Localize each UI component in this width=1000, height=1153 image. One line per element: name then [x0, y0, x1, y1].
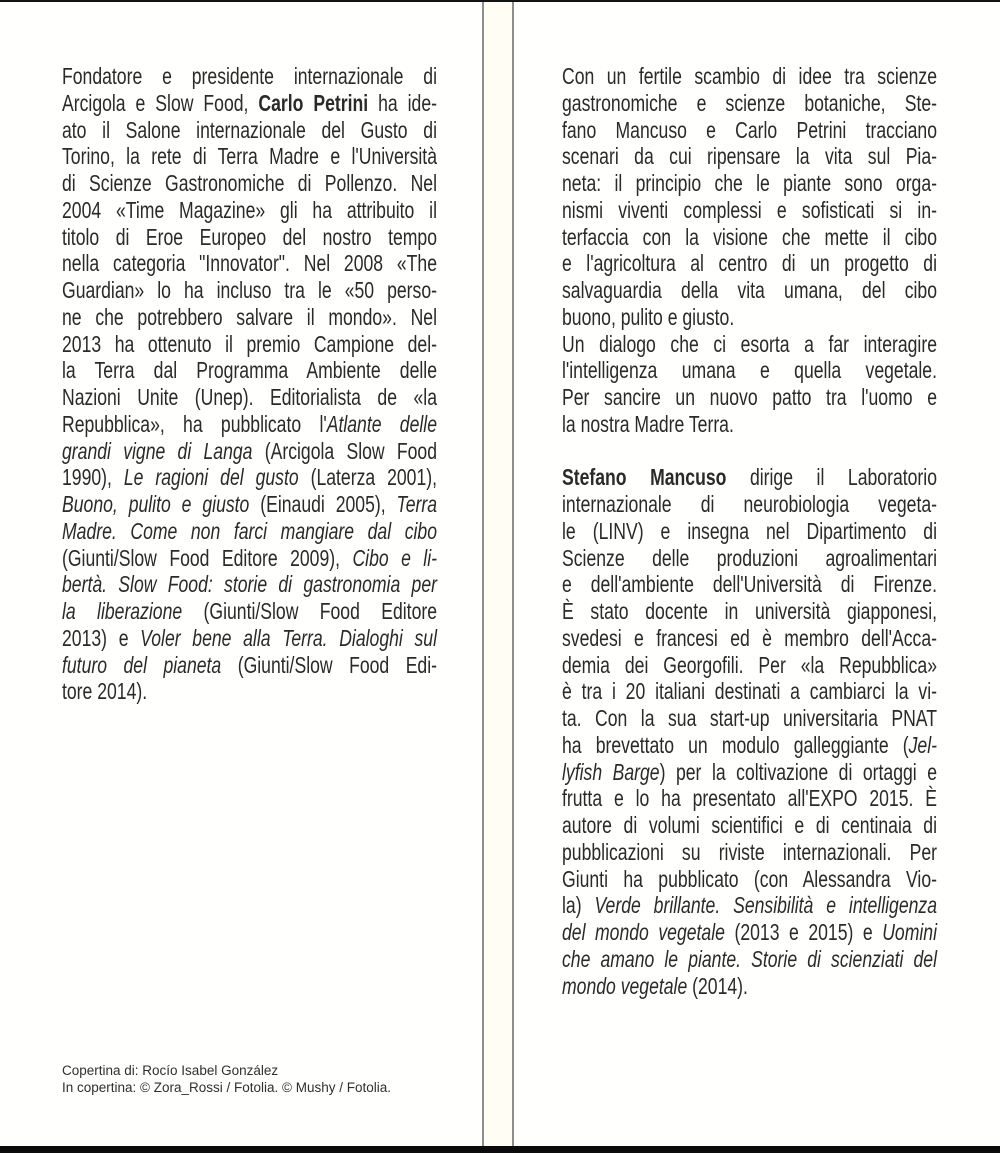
- body-text: buono, pulito e giusto.: [562, 303, 735, 330]
- text-line: [562, 277, 937, 304]
- text-line: [62, 143, 437, 170]
- text-line: [562, 411, 937, 438]
- body-text: pubblicazioni su riviste internazionali. Per: [562, 838, 937, 865]
- text-line: [562, 63, 937, 90]
- text-line: [62, 197, 437, 224]
- italic-title-text: del mondo vegetale: [562, 919, 725, 945]
- text-line: [562, 250, 937, 277]
- text-line: [562, 170, 937, 197]
- italic-title-text: Uomini: [882, 919, 937, 945]
- body-text: Arcigola e Slow Food,: [62, 89, 259, 116]
- text-line: [562, 518, 937, 545]
- body-text: la nostra Madre Terra.: [562, 410, 734, 437]
- text-line: [562, 759, 937, 786]
- body-text: fano Mancuso e Carlo Petrini tracciano: [562, 116, 937, 143]
- text-line: [62, 571, 437, 598]
- text-line: [62, 678, 437, 705]
- body-text: (Arcigola Slow Food: [252, 437, 437, 464]
- body-text: 1990),: [62, 464, 124, 491]
- body-text: è tra i 20 italiani destinati a cambiarci la vi-: [562, 678, 937, 705]
- fold-line-right: [512, 2, 514, 1146]
- body-text: Guardian» lo ha incluso tra le «50 perso-: [62, 277, 437, 303]
- text-line: [562, 143, 937, 170]
- text-line: [562, 732, 937, 759]
- italic-title-text: Jel-: [908, 731, 937, 758]
- text-line: [62, 304, 437, 331]
- text-line: [62, 170, 437, 197]
- text-line: [562, 304, 937, 331]
- body-text: Torino, la rete di Terra Madre e l'Università: [62, 143, 437, 170]
- body-text: ha ide-: [368, 89, 437, 116]
- text-line: [62, 598, 437, 625]
- text-line: [562, 598, 937, 625]
- body-text: di Scienze Gastronomiche di Pollenzo. Nel: [62, 170, 437, 196]
- italic-title-text: Terra: [396, 491, 437, 517]
- body-text: internazionale di neurobiologia vegeta-: [562, 491, 937, 517]
- italic-title-text: mondo vegetale: [562, 972, 688, 999]
- italic-title-text: Atlante delle: [326, 410, 438, 437]
- text-line: [62, 652, 437, 679]
- cover-credit-line: Copertina di: Rocío Isabel González: [62, 1063, 279, 1078]
- italic-title-text: Buono, pulito e giusto: [62, 491, 250, 517]
- body-text: Con un fertile scambio di idee tra scienze: [562, 63, 937, 89]
- body-text: Giunti ha pubblicato (con Alessandra Vio-: [562, 865, 937, 892]
- bold-text: Carlo Petrini: [258, 89, 369, 116]
- body-text: frutta e lo ha presentato all'EXPO 2015. È: [562, 785, 937, 812]
- photo-credit-line: In copertina: © Zora_Rossi / Fotolia. © Mushy / Fotolia.: [62, 1079, 392, 1095]
- body-text: Per sancire un nuovo patto tra l'uomo e: [562, 384, 937, 410]
- body-text: (Laterza 2001),: [298, 464, 438, 491]
- text-line: [62, 464, 437, 491]
- text-line: [562, 384, 937, 411]
- front-flap-author-bio: [62, 63, 437, 705]
- body-text: le (LINV) e insegna nel Dipartimento di: [562, 517, 937, 544]
- body-text: e dell'ambiente dell'Università di Firenze.: [562, 571, 937, 598]
- body-text: (Giunti/Slow Food Editore: [182, 598, 438, 624]
- body-text: salvaguardia della vita umana, del cibo: [562, 277, 937, 303]
- body-text: Nazioni Unite (Unep). Editorialista de «la: [62, 384, 437, 410]
- body-text: titolo di Eroe Europeo del nostro tempo: [62, 223, 437, 250]
- text-line: [562, 678, 937, 705]
- body-text: autore di volumi scientifici e di centinaia di: [562, 812, 937, 838]
- body-text: nismi viventi complessi e sofisticati si in-: [562, 196, 937, 223]
- body-text: Fondatore e presidente internazionale di: [62, 63, 437, 89]
- text-line: [562, 224, 937, 251]
- italic-title-text: Le ragioni del gusto: [123, 464, 299, 491]
- text-line: [62, 331, 437, 358]
- body-text: terfaccia con la visione che mette il cibo: [562, 223, 937, 250]
- text-line: [562, 117, 937, 144]
- text-line: [562, 464, 937, 491]
- body-text: ato il Salone internazionale del Gusto di: [62, 116, 437, 143]
- body-text: svedesi e francesi ed è membro dell'Acca-: [562, 624, 937, 651]
- body-text: 2004 «Time Magazine» gli ha attribuito il: [62, 196, 437, 223]
- text-line: [62, 250, 437, 277]
- body-text: gastronomiche e scienze botaniche, Ste-: [562, 89, 937, 116]
- text-line: [62, 491, 437, 518]
- text-line: [562, 866, 937, 893]
- text-line: [562, 839, 937, 866]
- fold-line-left: [482, 2, 484, 1146]
- text-line: [562, 90, 937, 117]
- text-line: [562, 571, 937, 598]
- body-text: (2013 e 2015) e: [724, 919, 883, 945]
- body-text: e l'agricoltura al centro di un progetto di: [562, 250, 937, 277]
- text-line: [562, 705, 937, 732]
- body-text: demia dei Georgofili. Per «la Repubblica»: [562, 651, 937, 678]
- text-line: [62, 438, 437, 465]
- body-text: neta: il principio che le piante sono orga-: [562, 170, 937, 196]
- jacket-fold-gutter: [484, 2, 512, 1146]
- italic-title-text: Verde brillante. Sensibilità e intelligenza: [594, 892, 937, 919]
- italic-title-text: grandi vigne di Langa: [62, 437, 253, 464]
- body-text: 2013 ha ottenuto il premio Campione del-: [62, 330, 437, 357]
- body-text: (Giunti/Slow Food Edi-: [221, 651, 438, 678]
- text-line: [62, 357, 437, 384]
- italic-title-text: che amano le piante. Storie di scienziati del: [562, 945, 937, 972]
- body-text: Scienze delle produzioni agroalimentari: [562, 544, 937, 571]
- body-text: nella categoria "Innovator". Nel 2008 «The: [62, 250, 437, 277]
- text-line: [562, 357, 937, 384]
- body-text: ) per la coltivazione di ortaggi e: [659, 758, 937, 785]
- italic-title-text: la liberazione: [62, 598, 183, 624]
- body-text: 2013) e: [62, 624, 141, 651]
- bold-text: Stefano Mancuso: [562, 464, 727, 491]
- italic-title-text: Voler bene alla Terra. Dialoghi sul: [140, 624, 437, 651]
- text-line: [562, 197, 937, 224]
- italic-title-text: futuro del pianeta: [62, 651, 222, 678]
- body-text: l'intelligenza umana e quella vegetale.: [562, 357, 937, 384]
- text-line: [562, 491, 937, 518]
- text-line: [562, 946, 937, 973]
- back-flap-text-block: [562, 63, 937, 999]
- text-line: [62, 411, 437, 438]
- italic-title-text: Cibo e li-: [352, 544, 437, 571]
- body-text: Repubblica», ha pubblicato l': [62, 410, 327, 437]
- body-text: scenari da cui ripensare la vita sul Pia-: [562, 143, 937, 170]
- paragraph-gap: [562, 438, 937, 465]
- body-text: ta. Con la sua start-up universitaria PNAT: [562, 705, 937, 731]
- text-line: [562, 331, 937, 358]
- text-line: [62, 117, 437, 144]
- bottom-edge-rule: [0, 1146, 1000, 1153]
- body-text: (Einaudi 2005),: [249, 491, 397, 517]
- body-text: dirige il Laboratorio: [726, 464, 937, 491]
- text-line: [62, 518, 437, 545]
- front-flap-text-block: [62, 63, 437, 705]
- text-line: [62, 224, 437, 251]
- body-text: Un dialogo che ci esorta a far interagire: [562, 330, 937, 357]
- body-text: ha brevettato un modulo galleggiante (: [562, 731, 909, 758]
- text-line: [62, 63, 437, 90]
- text-line: [62, 90, 437, 117]
- text-line: [562, 625, 937, 652]
- body-text: la Terra dal Programma Ambiente delle: [62, 357, 437, 384]
- text-line: [562, 812, 937, 839]
- text-line: [562, 785, 937, 812]
- text-line: [62, 545, 437, 572]
- italic-title-text: Madre. Come non farci mangiare dal cibo: [62, 517, 437, 544]
- text-line: [62, 625, 437, 652]
- text-line: [62, 277, 437, 304]
- text-line: [562, 652, 937, 679]
- text-line: [562, 545, 937, 572]
- credits-block: [62, 1063, 482, 1096]
- body-text: (2014).: [687, 972, 748, 999]
- body-text: (Giunti/Slow Food Editore 2009),: [62, 544, 353, 571]
- text-line: [62, 384, 437, 411]
- body-text: ne che potrebbero salvare il mondo». Nel: [62, 303, 437, 330]
- body-text: È stato docente in università giapponesi,: [562, 598, 937, 624]
- body-text: la): [562, 892, 595, 919]
- body-text: tore 2014).: [62, 678, 148, 705]
- text-line: [562, 973, 937, 1000]
- italic-title-text: lyfish Barge: [562, 758, 660, 785]
- text-line: [562, 892, 937, 919]
- italic-title-text: bertà. Slow Food: storie di gastronomia per: [62, 571, 437, 598]
- back-flap-description: [562, 63, 937, 999]
- text-line: [562, 919, 937, 946]
